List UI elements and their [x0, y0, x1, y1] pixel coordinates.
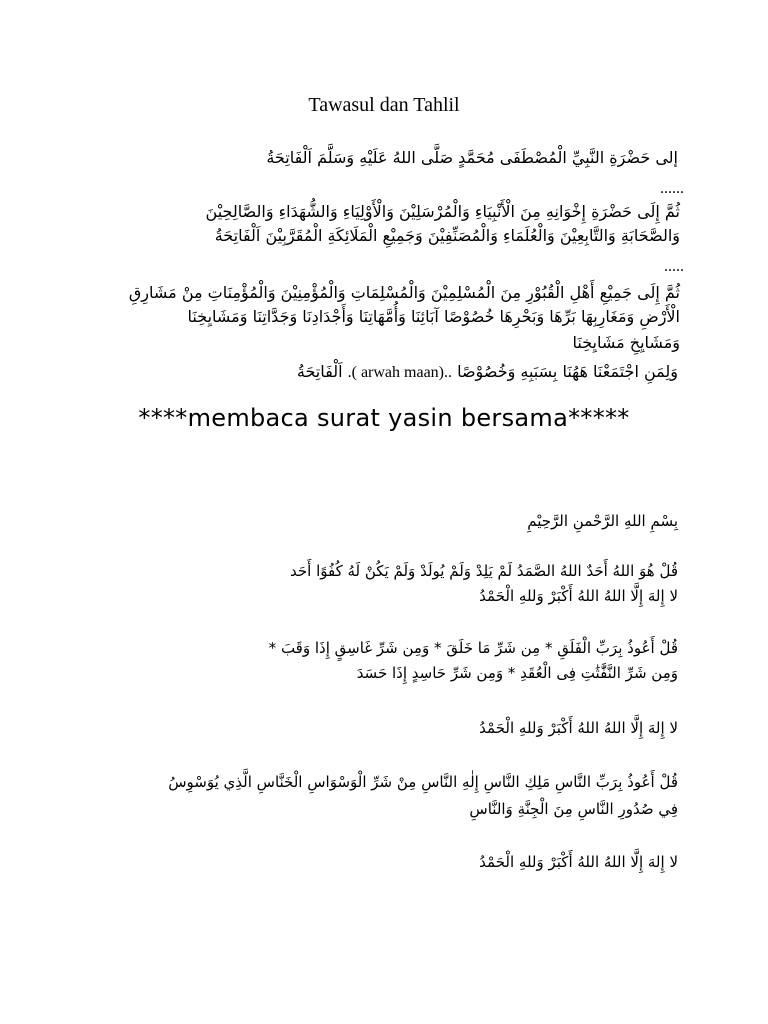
tawasul-para2-line2: وَالصَّحَابَةِ وَالتَّابِعِيْنَ وَالْعُلَمَاءِ وَالْمُصَنِّفِيْنَ وَجَمِيْعِ الْمَلَائِكَةِ الْمُقَرَّبِيْنَ اَلْفَاتِحَةُ [214, 226, 680, 245]
basmalah: بِسْمِ اللهِ الرَّحْمنِ الرَّحِيْمِ [527, 512, 678, 530]
falaq-tahlil: لا إِلهَ إِلَّا اللهُ اللهُ أَكْبَرْ وَللهِ الْحَمْدُ [479, 719, 678, 737]
tawasul-para4 [78, 362, 678, 382]
document-title: Tawasul dan Tahlil [308, 94, 460, 116]
tawasul-para4-latin: .( arwah maan).. [347, 364, 452, 381]
tawasul-para4-arabic-end: اَلْفَاتِحَةُ [296, 362, 343, 381]
ellipsis-1: ...... [660, 180, 684, 197]
tawasul-para2-line1: ثُمَّ إِلَى حَضْرَةِ إِخْوَانِهِ مِنَ الْأَنْبِيَاءِ وَالْمُرْسَلِيْنَ وَالْأَوْلِيَاءِ وَالشُّهَدَاءِ وَالصَّالِحِيْنَ [205, 202, 680, 221]
falaq-line2: وَمِن شَرِّ النَّفَّٰثَٰتِ فِى الْعُقَدِ * وَمِن شَرِّ حَاسِدٍ إِذَا حَسَدَ [356, 664, 678, 682]
nas-tahlil: لا إِلهَ إِلَّا اللهُ اللهُ أَكْبَرْ وَللهِ الْحَمْدُ [479, 853, 678, 871]
tawasul-para4-arabic-start: وَلِمَنِ اجْتَمَعْنَا هَهُنَا بِسَبَبِهِ وَخُصُوْصًا [457, 362, 678, 381]
tawasul-para3-line3: وَمَشَايِخِ مَشَايِخِنَا [572, 333, 680, 352]
tawasul-line-prophet: إلى حَضْرَةِ النَّبِيِّ الْمُصْطَفَى مُحَمَّدٍ صَلَّى اللهُ عَلَيْهِ وَسَلَّمَ اَلْفَاتِحَةُ [266, 148, 678, 167]
ikhlas-tahlil: لا إِلهَ إِلَّا اللهُ اللهُ أَكْبَرْ وَللهِ الْحَمْدُ [479, 587, 678, 605]
nas-line2: فِي صُدُورِ النَّاسِ مِنَ الْجِنَّةِ وَالنَّاسِ [469, 800, 678, 818]
section-heading: ****membaca surat yasin bersama***** [138, 404, 630, 432]
ikhlas-line1: قُلْ هُوَ اللهُ أَحَدٌ اللهُ الصَّمَدُ لَمْ يَلِدْ وَلَمْ يُولَدْ وَلَمْ يَكُنْ لَهُ كُفُوًا أَحَد [289, 562, 678, 580]
falaq-line1: قُلْ أَعُوذُ بِرَبِّ الْفَلَقِ * مِن شَرِّ مَا خَلَقَ * وَمِن شَرِّ غَاسِقٍ إِذَا وَقَبَ * [268, 639, 678, 657]
tawasul-para3-line2: الْأَرْضِ وَمَغَارِبِهَا بَرِّهَا وَبَحْرِهَا خُصُوْصًا آبَائِنَا وَأُمَّهَاتِنَا وَأَجْدَادِنَا وَجَدَّاتِنَا وَمَشَايِخِنَا [187, 307, 680, 326]
ellipsis-2: ..... [664, 258, 684, 275]
nas-line1: قُلْ أَعُوذُ بِرَبِّ النَّاسِ مَلِكِ النَّاسِ إِلٰهِ النَّاسِ مِنْ شَرِّ الْوَسْوَاسِ الْخَنَّاسِ الَّذِي يُوَسْوِسُ [168, 773, 678, 791]
tawasul-para3-line1: ثُمَّ إِلَى جَمِيْعِ أَهْلِ الْقُبُوْرِ مِنَ الْمُسْلِمِيْنَ وَالْمُسْلِمَاتِ وَالْمُؤْمِنِيْنَ وَالْمُؤْمِنَاتِ مِنْ مَشَارِقِ [128, 283, 680, 302]
